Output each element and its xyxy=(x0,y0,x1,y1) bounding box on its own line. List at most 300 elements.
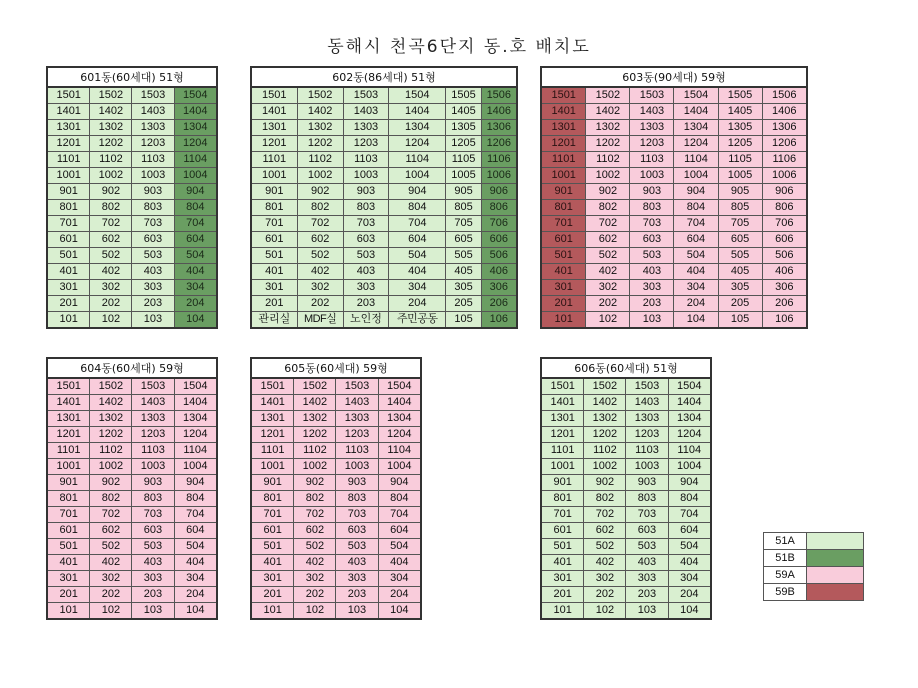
unit-cell: 1004 xyxy=(174,168,217,184)
unit-cell: 1201 xyxy=(251,136,297,152)
legend-swatch xyxy=(807,533,864,550)
unit-cell: 1302 xyxy=(297,120,343,136)
unit-cell: 604 xyxy=(674,232,718,248)
floor-row xyxy=(47,104,217,120)
unit-cell: 502 xyxy=(297,248,343,264)
unit-cell: 603 xyxy=(132,523,174,539)
unit-cell: 301 xyxy=(541,280,586,296)
floor-row xyxy=(47,411,217,427)
unit-cell: 203 xyxy=(336,587,378,603)
unit-cell: 1002 xyxy=(584,459,626,475)
floor-row xyxy=(541,232,807,248)
unit-cell: 901 xyxy=(251,475,294,491)
unit-cell: 604 xyxy=(668,523,711,539)
unit-cell: 1401 xyxy=(541,395,584,411)
unit-cell: 103 xyxy=(630,312,674,329)
floor-row xyxy=(47,200,217,216)
unit-cell: 1101 xyxy=(541,443,584,459)
legend-row xyxy=(764,550,864,567)
legend-swatch xyxy=(807,567,864,584)
building-606-table xyxy=(540,357,712,620)
unit-cell: 1301 xyxy=(47,411,90,427)
unit-cell: 1302 xyxy=(584,411,626,427)
unit-cell: 404 xyxy=(389,264,446,280)
unit-cell: 1404 xyxy=(389,104,446,120)
unit-cell: 705 xyxy=(446,216,481,232)
unit-cell: 103 xyxy=(132,603,174,620)
unit-cell: 1403 xyxy=(343,104,388,120)
unit-cell: 1401 xyxy=(251,395,294,411)
unit-cell: 706 xyxy=(481,216,517,232)
unit-cell: 506 xyxy=(762,248,807,264)
unit-cell: 1102 xyxy=(294,443,336,459)
unit-cell: 1103 xyxy=(132,443,174,459)
unit-cell: 502 xyxy=(294,539,336,555)
unit-cell: 1103 xyxy=(626,443,668,459)
unit-cell: 1105 xyxy=(718,152,762,168)
unit-cell: 804 xyxy=(674,200,718,216)
floor-row xyxy=(251,459,421,475)
unit-cell: 101 xyxy=(47,603,90,620)
unit-cell: 801 xyxy=(251,491,294,507)
building-601-table xyxy=(46,66,218,329)
floor-row xyxy=(47,232,217,248)
unit-cell: 702 xyxy=(294,507,336,523)
unit-cell: 1004 xyxy=(674,168,718,184)
unit-cell: 502 xyxy=(90,539,132,555)
unit-cell: 1304 xyxy=(174,120,217,136)
unit-cell: 503 xyxy=(132,248,174,264)
unit-cell: 1304 xyxy=(674,120,718,136)
floor-row xyxy=(251,539,421,555)
unit-cell: 1503 xyxy=(626,378,668,395)
unit-cell: 1101 xyxy=(251,152,297,168)
unit-cell: 402 xyxy=(584,555,626,571)
unit-cell: 401 xyxy=(251,264,297,280)
floor-row xyxy=(47,475,217,491)
floor-row xyxy=(541,555,711,571)
unit-cell: 803 xyxy=(630,200,674,216)
unit-cell: 1502 xyxy=(297,87,343,104)
floor-row xyxy=(541,184,807,200)
unit-cell: 1303 xyxy=(343,120,388,136)
unit-cell: 901 xyxy=(541,184,586,200)
floor-row xyxy=(47,378,217,395)
unit-cell: 902 xyxy=(90,475,132,491)
floor-row xyxy=(47,443,217,459)
unit-cell: 403 xyxy=(630,264,674,280)
unit-cell: 302 xyxy=(586,280,630,296)
unit-cell: 504 xyxy=(174,248,217,264)
unit-cell: 1403 xyxy=(626,395,668,411)
unit-cell: 703 xyxy=(336,507,378,523)
unit-cell: 1501 xyxy=(251,378,294,395)
unit-cell: 1104 xyxy=(378,443,421,459)
floor-row xyxy=(251,216,517,232)
unit-cell: 702 xyxy=(90,216,132,232)
page-title: 동해시 천곡6단지 동.호 배치도 xyxy=(327,37,591,57)
building-604-table xyxy=(46,357,218,620)
unit-cell: 1202 xyxy=(90,427,132,443)
unit-cell: 306 xyxy=(481,280,517,296)
unit-cell: 601 xyxy=(47,232,90,248)
floor-row xyxy=(47,427,217,443)
unit-cell: 1101 xyxy=(541,152,586,168)
floor-row xyxy=(47,555,217,571)
unit-cell: 801 xyxy=(47,200,90,216)
unit-cell: 901 xyxy=(47,184,90,200)
unit-cell: 1404 xyxy=(174,395,217,411)
unit-cell: 802 xyxy=(90,491,132,507)
unit-cell: 606 xyxy=(762,232,807,248)
unit-cell: 1301 xyxy=(47,120,90,136)
unit-cell: 205 xyxy=(718,296,762,312)
unit-cell: 104 xyxy=(674,312,718,329)
unit-cell: 1102 xyxy=(90,443,132,459)
unit-cell: 704 xyxy=(389,216,446,232)
unit-cell: 703 xyxy=(630,216,674,232)
unit-cell: 301 xyxy=(251,280,297,296)
unit-cell: 203 xyxy=(630,296,674,312)
unit-cell: 1203 xyxy=(630,136,674,152)
unit-cell: 1302 xyxy=(90,120,132,136)
unit-cell: 1103 xyxy=(336,443,378,459)
floor-row xyxy=(47,507,217,523)
unit-cell: 1304 xyxy=(668,411,711,427)
unit-cell: 1501 xyxy=(47,87,90,104)
unit-cell: 402 xyxy=(586,264,630,280)
floor-row xyxy=(541,136,807,152)
building-header: 602동(86세대) 51형 xyxy=(251,67,517,87)
floor-row xyxy=(251,475,421,491)
unit-cell: 1502 xyxy=(294,378,336,395)
unit-cell: 304 xyxy=(389,280,446,296)
unit-cell: 주민공동 xyxy=(389,312,446,329)
unit-cell: 401 xyxy=(541,555,584,571)
floor-row xyxy=(251,571,421,587)
unit-cell: 302 xyxy=(294,571,336,587)
unit-cell: 801 xyxy=(47,491,90,507)
unit-cell: 201 xyxy=(541,587,584,603)
floor-row xyxy=(541,120,807,136)
unit-cell: 604 xyxy=(174,523,217,539)
unit-cell: 806 xyxy=(481,200,517,216)
unit-cell: 501 xyxy=(251,248,297,264)
unit-cell: 1303 xyxy=(132,411,174,427)
floor-row xyxy=(541,168,807,184)
legend-row xyxy=(764,533,864,550)
unit-cell: 1004 xyxy=(174,459,217,475)
floor-row xyxy=(541,312,807,329)
unit-cell: 1101 xyxy=(47,152,90,168)
unit-cell: 504 xyxy=(378,539,421,555)
floor-row xyxy=(47,280,217,296)
unit-cell: 1202 xyxy=(584,427,626,443)
floor-row xyxy=(251,603,421,620)
unit-cell: 1504 xyxy=(174,378,217,395)
floor-row xyxy=(251,523,421,539)
unit-cell: 903 xyxy=(343,184,388,200)
unit-cell: 206 xyxy=(481,296,517,312)
unit-cell: 603 xyxy=(336,523,378,539)
unit-cell: 1401 xyxy=(47,395,90,411)
unit-cell: 1002 xyxy=(90,459,132,475)
floor-row xyxy=(251,87,517,104)
unit-cell: 1204 xyxy=(378,427,421,443)
unit-cell: 504 xyxy=(674,248,718,264)
unit-cell: 1204 xyxy=(674,136,718,152)
unit-cell: 401 xyxy=(47,555,90,571)
floor-row xyxy=(251,555,421,571)
unit-cell: 1504 xyxy=(378,378,421,395)
unit-cell: 706 xyxy=(762,216,807,232)
unit-cell: 201 xyxy=(541,296,586,312)
floor-row xyxy=(251,507,421,523)
unit-cell: 1401 xyxy=(541,104,586,120)
unit-cell: 1001 xyxy=(251,168,297,184)
unit-cell: 906 xyxy=(481,184,517,200)
unit-cell: 1306 xyxy=(481,120,517,136)
unit-cell: 1202 xyxy=(294,427,336,443)
unit-cell: 303 xyxy=(336,571,378,587)
unit-cell: 506 xyxy=(481,248,517,264)
unit-cell: 1002 xyxy=(586,168,630,184)
unit-cell: 1501 xyxy=(541,87,586,104)
unit-cell: 605 xyxy=(446,232,481,248)
floor-row xyxy=(251,280,517,296)
unit-cell: 1302 xyxy=(586,120,630,136)
unit-cell: 403 xyxy=(132,555,174,571)
unit-cell: 1302 xyxy=(90,411,132,427)
unit-cell: 1004 xyxy=(668,459,711,475)
floor-row xyxy=(541,87,807,104)
unit-cell: 306 xyxy=(762,280,807,296)
floor-row xyxy=(541,571,711,587)
floor-row xyxy=(47,523,217,539)
legend-label: 59B xyxy=(764,584,807,601)
unit-cell: 1006 xyxy=(762,168,807,184)
unit-cell: 1204 xyxy=(389,136,446,152)
unit-cell: 801 xyxy=(541,200,586,216)
unit-cell: 602 xyxy=(586,232,630,248)
unit-cell: 1203 xyxy=(626,427,668,443)
unit-cell: 1301 xyxy=(251,120,297,136)
unit-cell: 802 xyxy=(586,200,630,216)
unit-cell: 904 xyxy=(389,184,446,200)
unit-cell: 802 xyxy=(297,200,343,216)
floor-row xyxy=(541,248,807,264)
unit-cell: 1505 xyxy=(446,87,481,104)
floor-row xyxy=(251,200,517,216)
unit-cell: 501 xyxy=(47,539,90,555)
floor-row xyxy=(47,312,217,329)
unit-cell: 1001 xyxy=(251,459,294,475)
unit-cell: 1003 xyxy=(630,168,674,184)
unit-cell: 704 xyxy=(174,507,217,523)
unit-cell: 304 xyxy=(668,571,711,587)
building-header: 604동(60세대) 59형 xyxy=(47,358,217,378)
unit-cell: 1402 xyxy=(297,104,343,120)
unit-cell: 402 xyxy=(90,264,132,280)
unit-cell: 1503 xyxy=(132,87,174,104)
floor-row xyxy=(251,491,421,507)
unit-cell: 902 xyxy=(586,184,630,200)
floor-row xyxy=(541,491,711,507)
unit-cell: 106 xyxy=(762,312,807,329)
unit-cell: 502 xyxy=(90,248,132,264)
unit-cell: 803 xyxy=(132,200,174,216)
unit-cell: 304 xyxy=(674,280,718,296)
building-605-table xyxy=(250,357,422,620)
unit-cell: 1206 xyxy=(481,136,517,152)
unit-cell: 605 xyxy=(718,232,762,248)
unit-cell: 1402 xyxy=(294,395,336,411)
unit-cell: 1201 xyxy=(541,427,584,443)
unit-cell: 1204 xyxy=(174,427,217,443)
unit-cell: 104 xyxy=(668,603,711,620)
unit-cell: 702 xyxy=(90,507,132,523)
floor-row xyxy=(251,296,517,312)
unit-cell: 704 xyxy=(674,216,718,232)
unit-cell: 601 xyxy=(251,523,294,539)
unit-cell: 305 xyxy=(446,280,481,296)
unit-type-legend xyxy=(763,532,864,601)
floor-row xyxy=(251,587,421,603)
unit-cell: 906 xyxy=(762,184,807,200)
unit-cell: 1104 xyxy=(174,152,217,168)
floor-row xyxy=(47,459,217,475)
unit-cell: 1003 xyxy=(132,168,174,184)
unit-cell: 1003 xyxy=(626,459,668,475)
unit-cell: 1205 xyxy=(446,136,481,152)
unit-cell: 501 xyxy=(251,539,294,555)
floor-row xyxy=(541,104,807,120)
unit-cell: 1202 xyxy=(90,136,132,152)
unit-cell: 903 xyxy=(630,184,674,200)
floor-row xyxy=(541,603,711,620)
floor-row xyxy=(47,248,217,264)
unit-cell: 1002 xyxy=(294,459,336,475)
legend-label: 59A xyxy=(764,567,807,584)
unit-cell: 1002 xyxy=(297,168,343,184)
building-603-table xyxy=(540,66,808,329)
unit-cell: 802 xyxy=(584,491,626,507)
unit-cell: 1003 xyxy=(343,168,388,184)
building-header: 603동(90세대) 59형 xyxy=(541,67,807,87)
unit-cell: 1502 xyxy=(584,378,626,395)
building-602-table xyxy=(250,66,518,329)
unit-cell: 704 xyxy=(668,507,711,523)
floor-row xyxy=(541,152,807,168)
unit-cell: 101 xyxy=(541,603,584,620)
unit-cell: 405 xyxy=(718,264,762,280)
unit-cell: 1502 xyxy=(586,87,630,104)
floor-row xyxy=(541,587,711,603)
unit-cell: 106 xyxy=(481,312,517,329)
unit-cell: 803 xyxy=(336,491,378,507)
floor-row xyxy=(251,378,421,395)
unit-cell: 1104 xyxy=(389,152,446,168)
unit-cell: 702 xyxy=(584,507,626,523)
unit-cell: 606 xyxy=(481,232,517,248)
unit-cell: 701 xyxy=(251,216,297,232)
unit-cell: 701 xyxy=(47,216,90,232)
unit-cell: 303 xyxy=(630,280,674,296)
floor-row xyxy=(251,184,517,200)
unit-cell: 904 xyxy=(174,475,217,491)
unit-cell: 1301 xyxy=(541,411,584,427)
unit-cell: 203 xyxy=(132,296,174,312)
unit-cell: 302 xyxy=(90,571,132,587)
unit-cell: 404 xyxy=(378,555,421,571)
unit-cell: 904 xyxy=(378,475,421,491)
unit-cell: 502 xyxy=(586,248,630,264)
unit-cell: 702 xyxy=(297,216,343,232)
unit-cell: 604 xyxy=(389,232,446,248)
unit-cell: 304 xyxy=(378,571,421,587)
unit-cell: 405 xyxy=(446,264,481,280)
unit-cell: 301 xyxy=(251,571,294,587)
unit-cell: 903 xyxy=(132,475,174,491)
unit-cell: 1104 xyxy=(674,152,718,168)
unit-cell: 404 xyxy=(174,555,217,571)
unit-cell: 101 xyxy=(541,312,586,329)
unit-cell: 1402 xyxy=(586,104,630,120)
unit-cell: 406 xyxy=(481,264,517,280)
unit-cell: 101 xyxy=(47,312,90,329)
unit-cell: 903 xyxy=(626,475,668,491)
unit-cell: 502 xyxy=(584,539,626,555)
unit-cell: 1103 xyxy=(630,152,674,168)
unit-cell: 104 xyxy=(174,603,217,620)
unit-cell: 301 xyxy=(47,280,90,296)
unit-cell: 304 xyxy=(174,571,217,587)
unit-cell: 202 xyxy=(90,296,132,312)
unit-cell: 1204 xyxy=(668,427,711,443)
unit-cell: 1302 xyxy=(294,411,336,427)
floor-row xyxy=(47,136,217,152)
unit-cell: 901 xyxy=(541,475,584,491)
floor-row xyxy=(47,264,217,280)
unit-cell: 1404 xyxy=(668,395,711,411)
unit-cell: 703 xyxy=(626,507,668,523)
unit-cell: 401 xyxy=(541,264,586,280)
unit-cell: 603 xyxy=(630,232,674,248)
unit-cell: 504 xyxy=(389,248,446,264)
unit-cell: 1102 xyxy=(584,443,626,459)
unit-cell: 1004 xyxy=(378,459,421,475)
floor-row xyxy=(541,296,807,312)
unit-cell: 1006 xyxy=(481,168,517,184)
unit-cell: 804 xyxy=(389,200,446,216)
unit-cell: 403 xyxy=(343,264,388,280)
floor-row xyxy=(47,168,217,184)
unit-cell: 704 xyxy=(174,216,217,232)
unit-cell: 602 xyxy=(584,523,626,539)
unit-cell: 1503 xyxy=(343,87,388,104)
unit-cell: 302 xyxy=(297,280,343,296)
unit-cell: 904 xyxy=(674,184,718,200)
unit-cell: 1403 xyxy=(132,395,174,411)
unit-cell: 1301 xyxy=(251,411,294,427)
unit-cell: 1406 xyxy=(762,104,807,120)
floor-row xyxy=(541,395,711,411)
unit-cell: 1304 xyxy=(378,411,421,427)
unit-cell: 104 xyxy=(174,312,217,329)
unit-cell: 802 xyxy=(294,491,336,507)
unit-cell: 1501 xyxy=(47,378,90,395)
unit-cell: 1501 xyxy=(541,378,584,395)
